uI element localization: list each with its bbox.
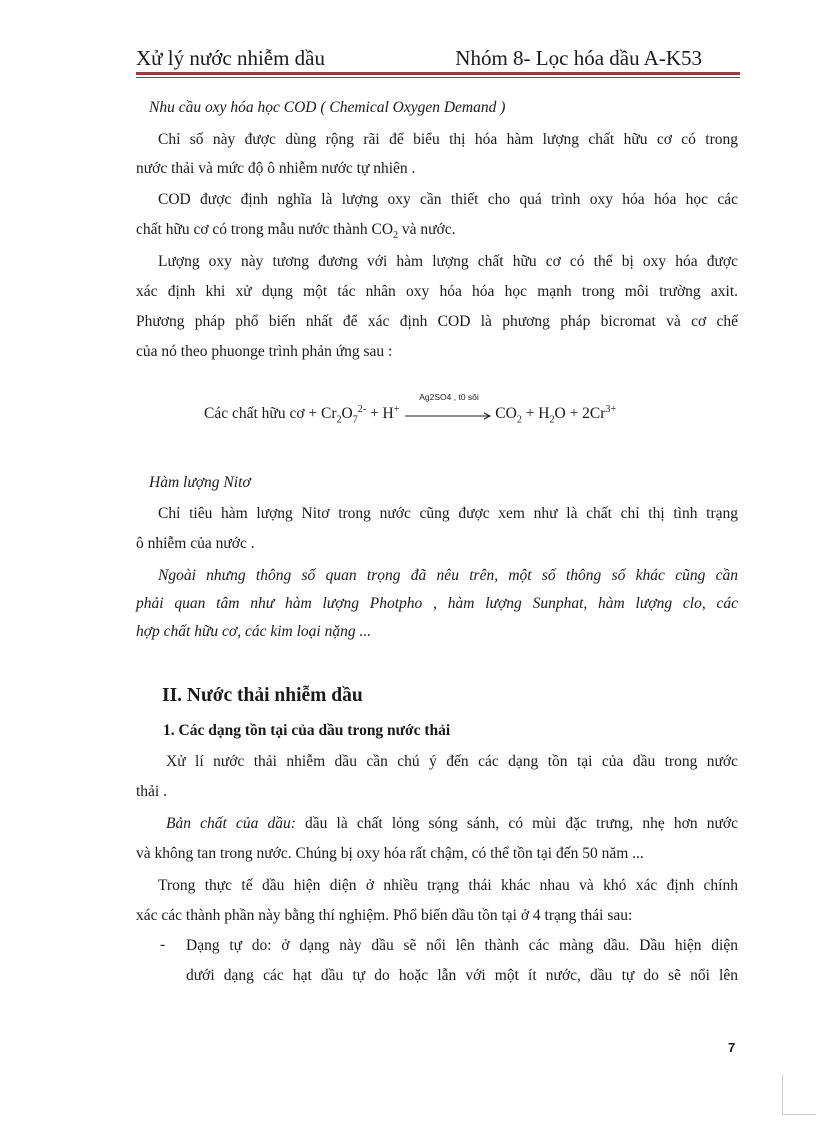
q2-line1: Bản chất của dầu: dầu là chất lỏng sóng sánh, có mùi đặc trưng, nhẹ hơn nước [166,815,738,832]
bullet-dash: - [160,936,166,953]
header-group: Nhóm 8- Lọc hóa dầu A-K53 [455,46,702,70]
p1-line1: Chỉ số này được dùng rộng rãi để biểu thị hóa hàm lượng chất hữu cơ có trong [158,131,738,148]
nitrogen-heading: Hàm lượng Nitơ [149,474,251,491]
page-number: 7 [728,1040,736,1055]
q1-line2: thải . [136,783,167,800]
p3-line4: của nó theo phuonge trình phản ứng sau : [136,343,393,360]
subsection-heading: 1. Các dạng tồn tại của dầu trong nước thải [163,722,451,739]
reaction-condition: Ag2SO4 , t0 sôi [419,391,479,402]
section-heading: II. Nước thải nhiễm dầu [162,685,363,706]
p2-line2: chất hữu cơ có trong mẫu nước thành $CO_2$ và nước. [136,221,456,242]
p3-line2: xác định khi xử dụng một tác nhân oxy hóa hóa học mạnh trong môi trường axit. [136,283,738,300]
header-rule-thin [136,77,740,78]
q1-line1: Xử lí nước thải nhiễm dầu cần chú ý đến các dạng tồn tại của dầu trong nước [166,753,738,770]
cod-reaction-equation: Các chất hữu cơ + $Cr_2O_7^{2-} + H^+$ Ag2SO4 , t0 sôi $CO_2 + H_2O + 2Cr^{3+}$ [204,391,617,426]
reaction-arrow [405,391,493,422]
q3-line1: Trong thực tế dầu hiện diện ở nhiều trạng thái khác nhau và khó xác định chính [158,877,738,894]
q3-line2: xác các thành phần này bằng thí nghiệm. Phổ biến dầu tồn tại ở 4 trạng thái sau: [136,907,633,924]
bullet1-line2: dưới dạng các hạt dầu tự do hoặc lẫn với một ít nước, dầu tự do sẽ nổi lên [186,967,738,984]
q2-line2: và không tan trong nước. Chúng bị oxy hóa rất chậm, có thể tồn tại đến 50 năm ... [136,845,644,862]
header-title: Xử lý nước nhiễm dầu [136,46,325,70]
p3-line3: Phương pháp phổ biến nhất để xác định COD là phương pháp bicromat và cơ chế [136,313,738,330]
page-corner-mark-horizontal [782,1114,816,1115]
p5-line3: hợp chất hữu cơ, các kim loại nặng ... [136,623,372,640]
p4-line2: ô nhiễm của nước . [136,535,255,552]
p2-line1: COD được định nghĩa là lượng oxy cần thiết cho quá trình oxy hóa hóa học các [158,191,738,208]
p1-line2: nước thải và mức độ ô nhiễm nước tự nhiên . [136,160,416,177]
bullet1-line1: Dạng tự do: ở dạng này dầu sẽ nổi lên thành các màng dầu. Dầu hiện diện [186,937,738,954]
p4-line1: Chỉ tiêu hàm lượng Nitơ trong nước cũng được xem như là chất chỉ thị tình trạng [158,505,738,522]
page-corner-mark-vertical [782,1075,783,1115]
header-rule-thick [136,72,740,75]
p5-line1: Ngoài nhưng thông số quan trọng đã nêu trên, một số thông số khác cũng cần [158,567,738,584]
p5-line2: phải quan tâm như hàm lượng Photpho , hàm lượng Sunphat, hàm lượng clo, các [136,595,738,612]
p3-line1: Lượng oxy này tương đương với hàm lượng chất hữu cơ có thể bị oxy hóa được [158,253,738,270]
cod-heading: Nhu cầu oxy hóa học COD ( Chemical Oxygen Demand ) [149,99,506,116]
